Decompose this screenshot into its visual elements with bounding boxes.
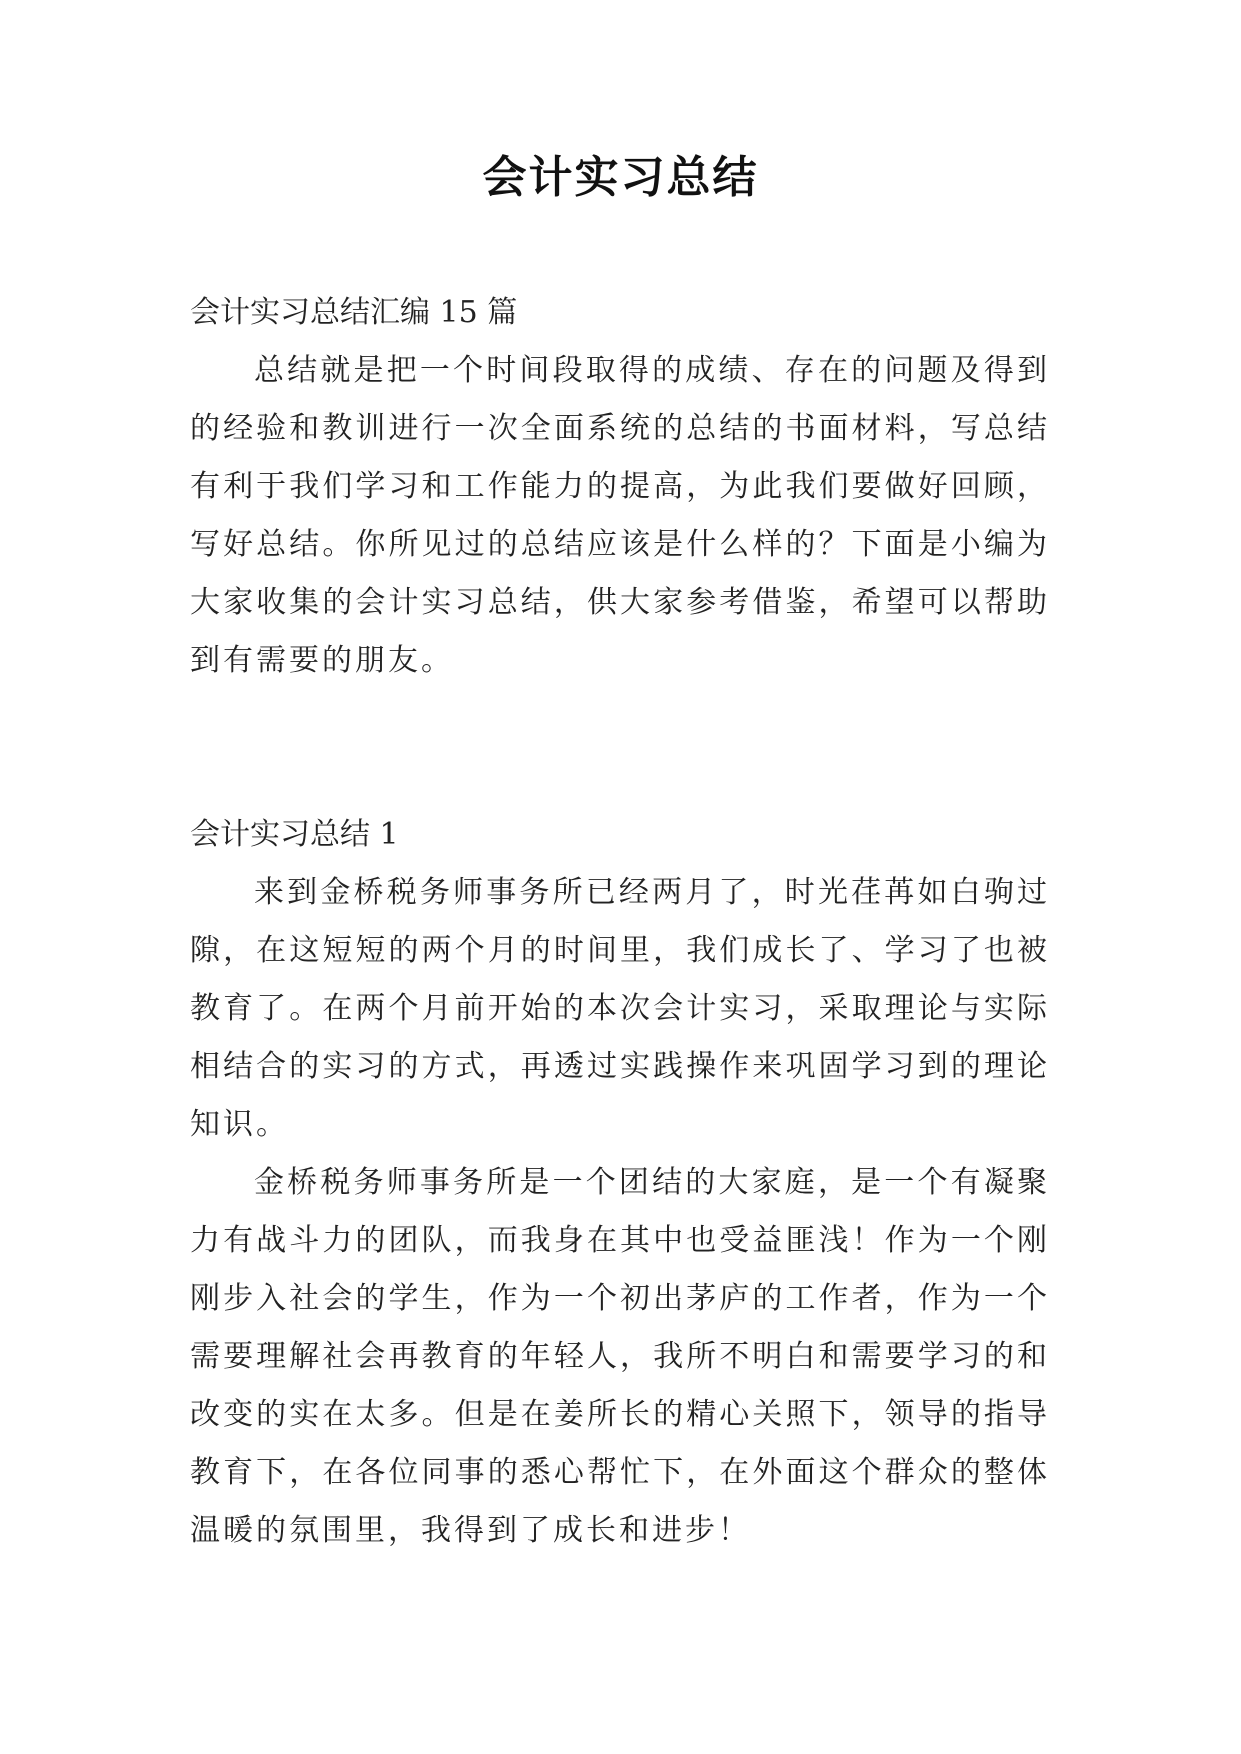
- section-spacer: [190, 690, 1050, 806]
- intro-heading: 会计实习总结汇编 15 篇: [190, 295, 518, 330]
- document-body: [190, 284, 1050, 1560]
- body-paragraph: 来到金桥税务师事务所已经两月了，时光荏苒如白驹过隙，在这短短的两个月的时间里，我们成长了、学习了也被教育了。在两个月前开始的本次会计实习，采取理论与实际相结合的实习的方式，再透过实践操作来巩固学习到的理论知识。: [190, 875, 1050, 1142]
- section-heading: 会计实习总结 1: [190, 817, 399, 852]
- body-paragraph: 金桥税务师事务所是一个团结的大家庭，是一个有凝聚力有战斗力的团队，而我身在其中也受益匪浅！作为一个刚刚步入社会的学生，作为一个初出茅庐的工作者，作为一个需要理解社会再教育的年轻人，我所不明白和需要学习的和改变的实在太多。但是在姜所长的精心关照下，领导的指导教育下，在各位同事的悉心帮忙下，在外面这个群众的整体温暖的氛围里，我得到了成长和进步！: [190, 1165, 1050, 1548]
- document-title: 会计实习总结: [482, 152, 759, 203]
- intro-paragraph: 总结就是把一个时间段取得的成绩、存在的问题及得到的经验和教训进行一次全面系统的总结的书面材料，写总结有利于我们学习和工作能力的提高，为此我们要做好回顾，写好总结。你所见过的总结应该是什么样的？下面是小编为大家收集的会计实习总结，供大家参考借鉴，希望可以帮助到有需要的朋友。: [190, 353, 1050, 678]
